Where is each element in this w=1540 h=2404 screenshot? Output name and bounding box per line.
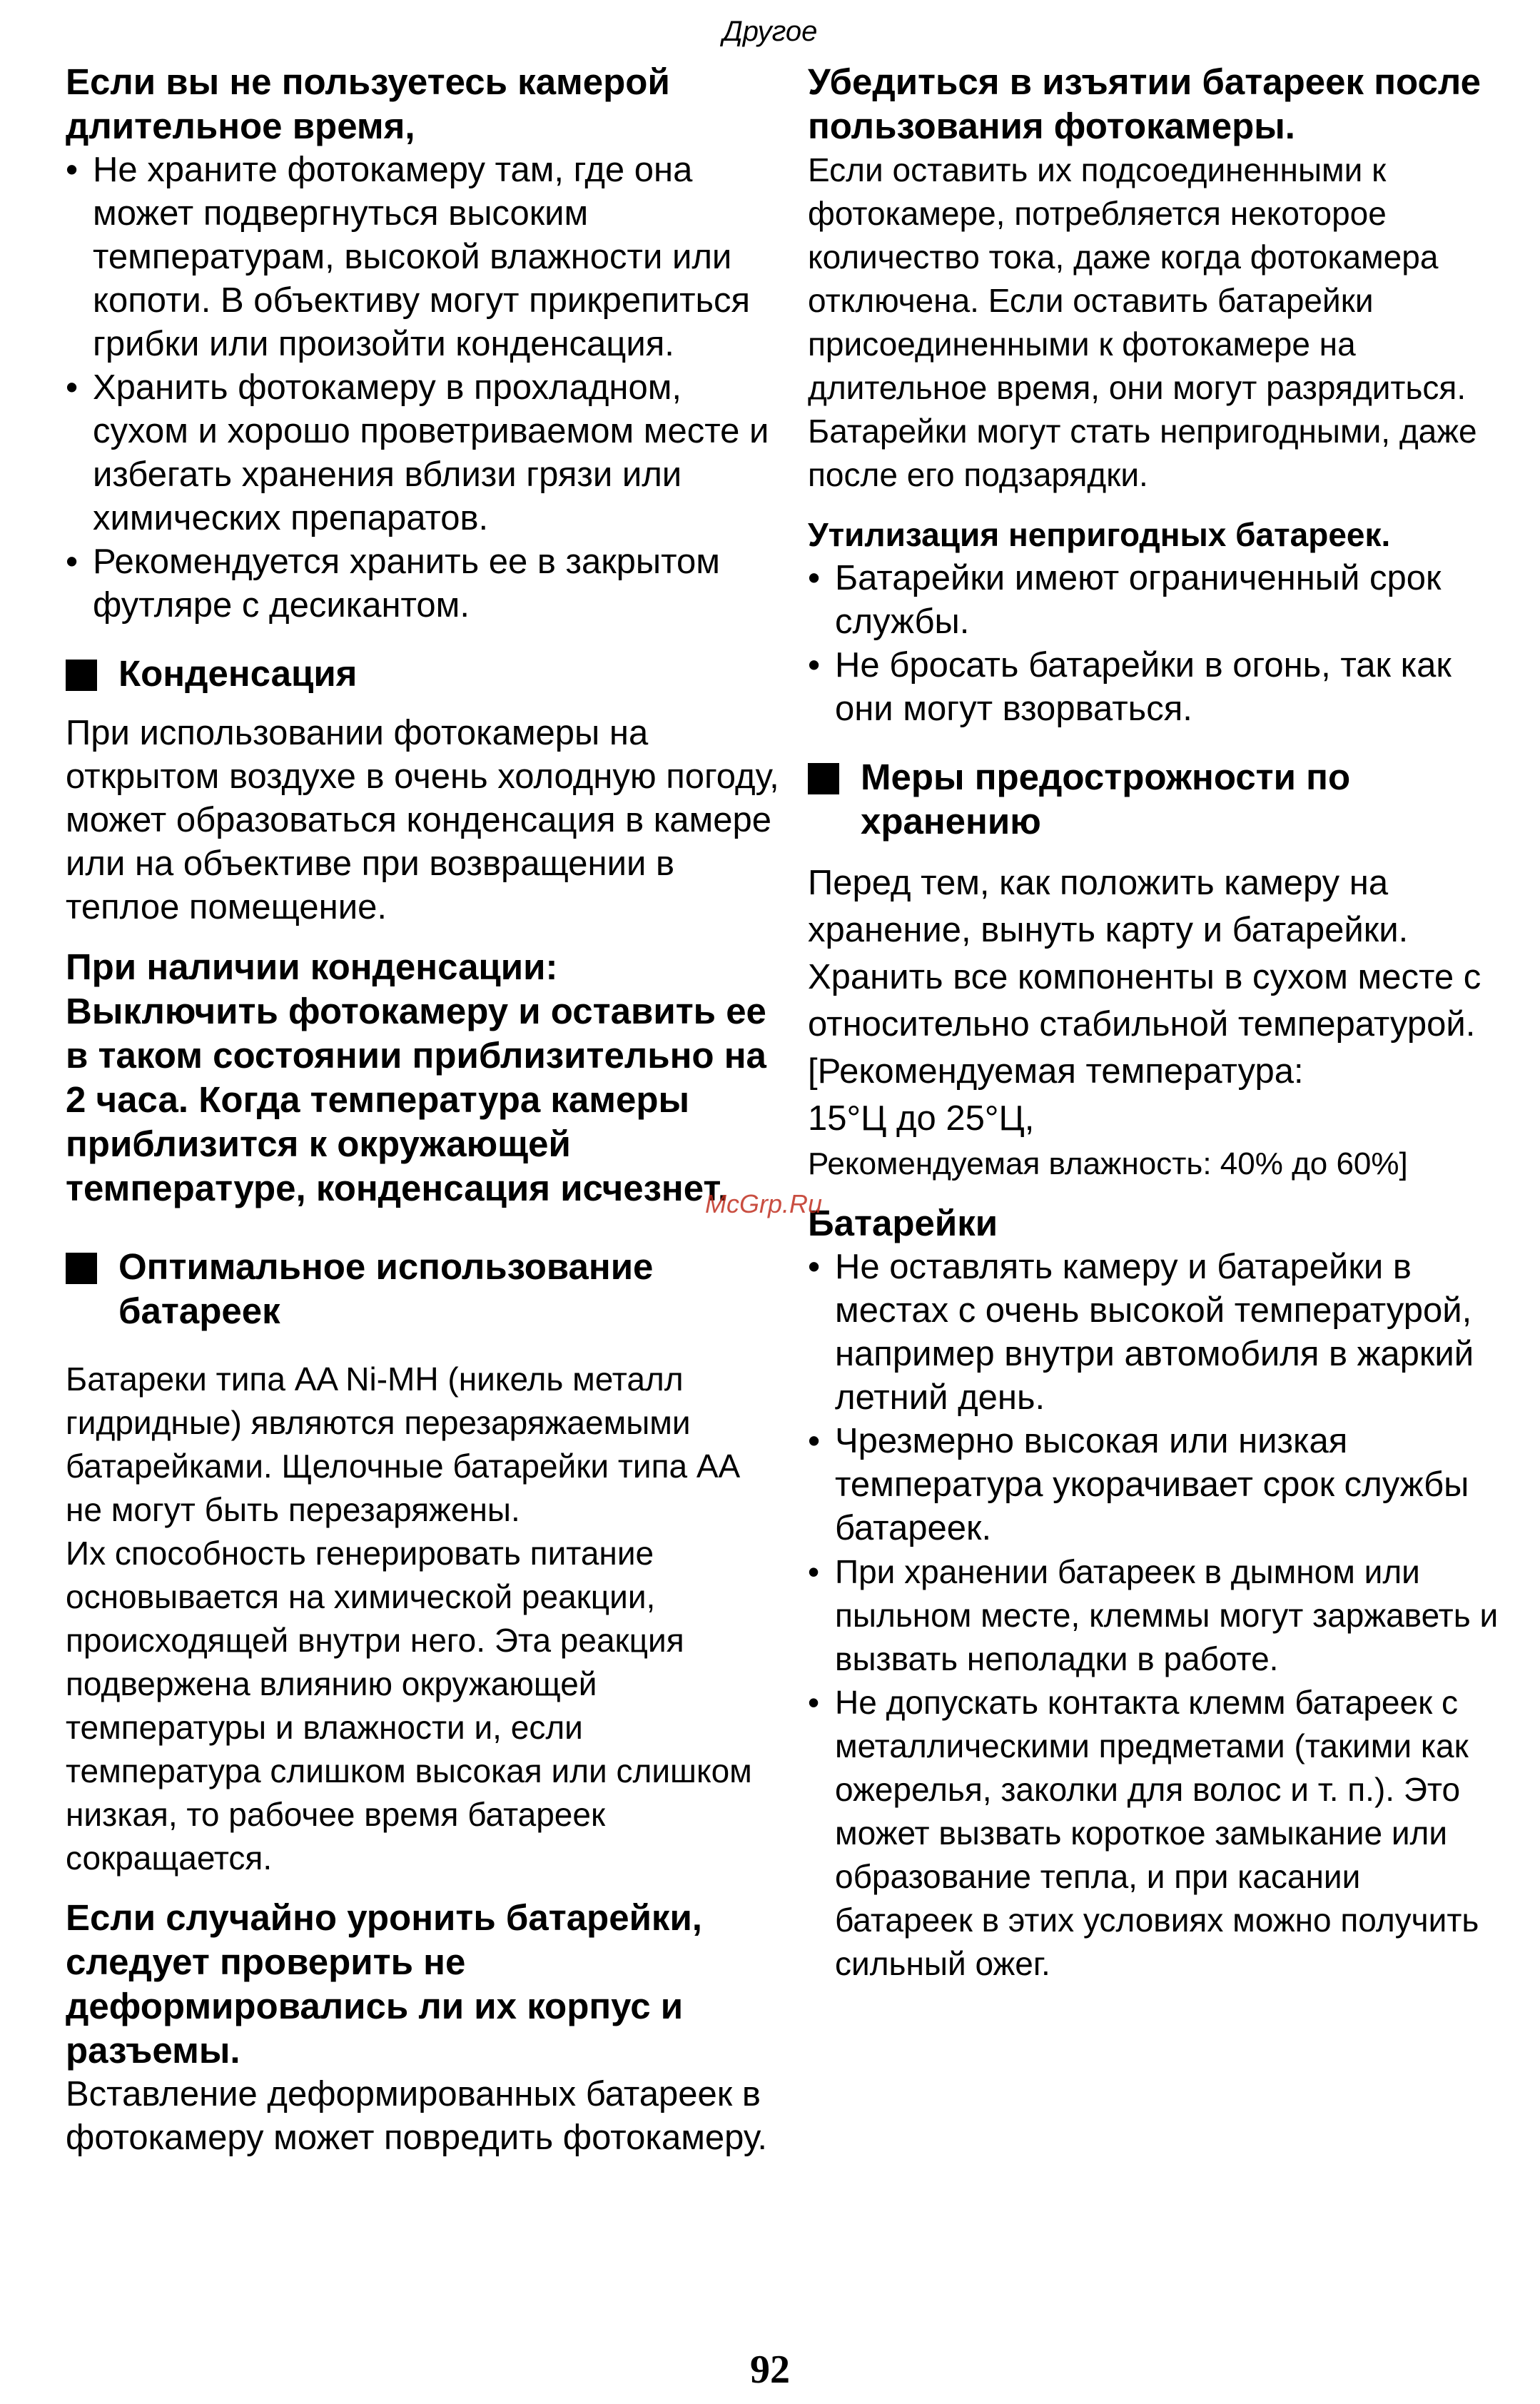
page-number: 92 <box>750 2348 790 2392</box>
list-item: • Не бросать батарейки в огонь, так как они могут взорваться. <box>808 646 1452 728</box>
paragraph-before-storage: Перед тем, как положить камеру на хранение, вынуть карту и батарейки. Хранить все компоненты в сухом месте с относительно стабильной температурой. <box>808 864 1481 1044</box>
battery-terminal-bullet-list <box>808 1550 1500 1986</box>
section-heading-condensation: Конденсация <box>66 652 779 696</box>
section-marker-icon <box>808 763 839 794</box>
paragraph-battery-chemistry: Их способность генерировать питание основывается на химической реакции, происходящей внутри него. Эта реакция подвержена влиянию окружающей температуры и влажности и, если температура слишком высокая или слишком низкая, то рабочее время батареек сокращается. <box>66 1535 752 1877</box>
list-item: • Хранить фотокамеру в прохладном, сухом и хорошо проветриваемом месте и избегать хранения вблизи грязи или химических препаратов. <box>66 368 769 537</box>
paragraph-condensation: При использовании фотокамеры на открытом воздухе в очень холодную погоду, может образоваться конденсация в камере или на объективе при возвращении в теплое помещение. <box>66 714 779 926</box>
section-marker-icon <box>66 660 97 691</box>
paragraph-current-drain: Если оставить их подсоединенными к фотокамере, потребляется некоторое количество тока, даже когда фотокамера отключена. Если оставить батарейки присоединенными к фотокамере на длительное время, они могут разрядиться. Батарейки могут стать непригодными, даже после его подзарядки. <box>808 151 1477 493</box>
list-item: • Батарейки имеют ограниченный срок службы. <box>808 559 1442 641</box>
list-item: • Рекомендуется хранить ее в закрытом футляре с десикантом. <box>66 542 720 625</box>
heading-not-in-use: Если вы не пользуетесь камерой длительное время, <box>66 61 670 146</box>
recommended-humidity: Рекомендуемая влажность: 40% до 60%] <box>808 1146 1408 1181</box>
heading-disposal: Утилизация непригодных батареек. <box>808 516 1391 553</box>
storage-bullet-list <box>66 148 779 627</box>
watermark: McGrp.Ru <box>705 1189 823 1218</box>
section-marker-icon <box>66 1253 97 1284</box>
heading-dropped-batteries: Если случайно уронить батарейки, следует проверить не деформировались ли их корпус и разъемы. <box>66 1897 702 2071</box>
battery-bullet-list <box>808 1246 1500 1550</box>
recommended-temperature-label: [Рекомендуемая температура: <box>808 1052 1304 1091</box>
heading-batteries: Батарейки <box>808 1203 998 1243</box>
disposal-bullet-list <box>808 557 1500 731</box>
right-column <box>808 60 1500 1986</box>
section-heading-storage-precautions: Меры предострожности по хранению <box>808 755 1500 844</box>
paragraph-deformed-batteries: Вставление деформированных батареек в фотокамеру может повредить фотокамеру. <box>66 2075 768 2157</box>
page-header: Другое <box>722 16 818 47</box>
heading-remove-batteries: Убедиться в изъятии батареек после пользования фотокамеры. <box>808 61 1481 146</box>
section-heading-battery-use: Оптимальное использование батареек <box>66 1245 779 1333</box>
list-item: • Не храните фотокамеру там, где она может подвергнуться высоким температурам, высокой влажности или копоти. В объективу могут прикрепиться грибки или произойти конденсация. <box>66 151 751 363</box>
list-item: • Не допускать контакта клемм батареек с металлическими предметами (такими как ожерелья, заколки для волос и т. п.). Это может вызвать короткое замыкание или образование тепла, и при касании батареек в этих условиях можно получить сильный ожег. <box>808 1684 1479 1982</box>
list-item: • При хранении батареек в дымном или пыльном месте, клеммы могут заржаветь и вызвать неполадки в работе. <box>808 1553 1499 1677</box>
list-item: • Чрезмерно высокая или низкая температура укорачивает срок службы батареек. <box>808 1422 1469 1547</box>
left-column <box>66 60 779 2160</box>
list-item: • Не оставлять камеру и батарейки в местах с очень высокой температурой, например внутри автомобиля в жаркий летний день. <box>808 1248 1474 1417</box>
heading-condensation-action: При наличии конденсации: Выключить фотокамеру и оставить ее в таком состоянии приблизительно на 2 часа. Когда температура камеры приблизится к окружающей температуре, конденсация исчезнет. <box>66 946 766 1208</box>
paragraph-battery-types: Батареки типа AA Ni-MH (никель металл гидридные) являются перезаряжаемыми батарейками. Щелочные батарейки типа AA не могут быть перезаряжены. <box>66 1360 739 1528</box>
recommended-temperature-value: 15°Ц до 25°Ц, <box>808 1099 1035 1138</box>
